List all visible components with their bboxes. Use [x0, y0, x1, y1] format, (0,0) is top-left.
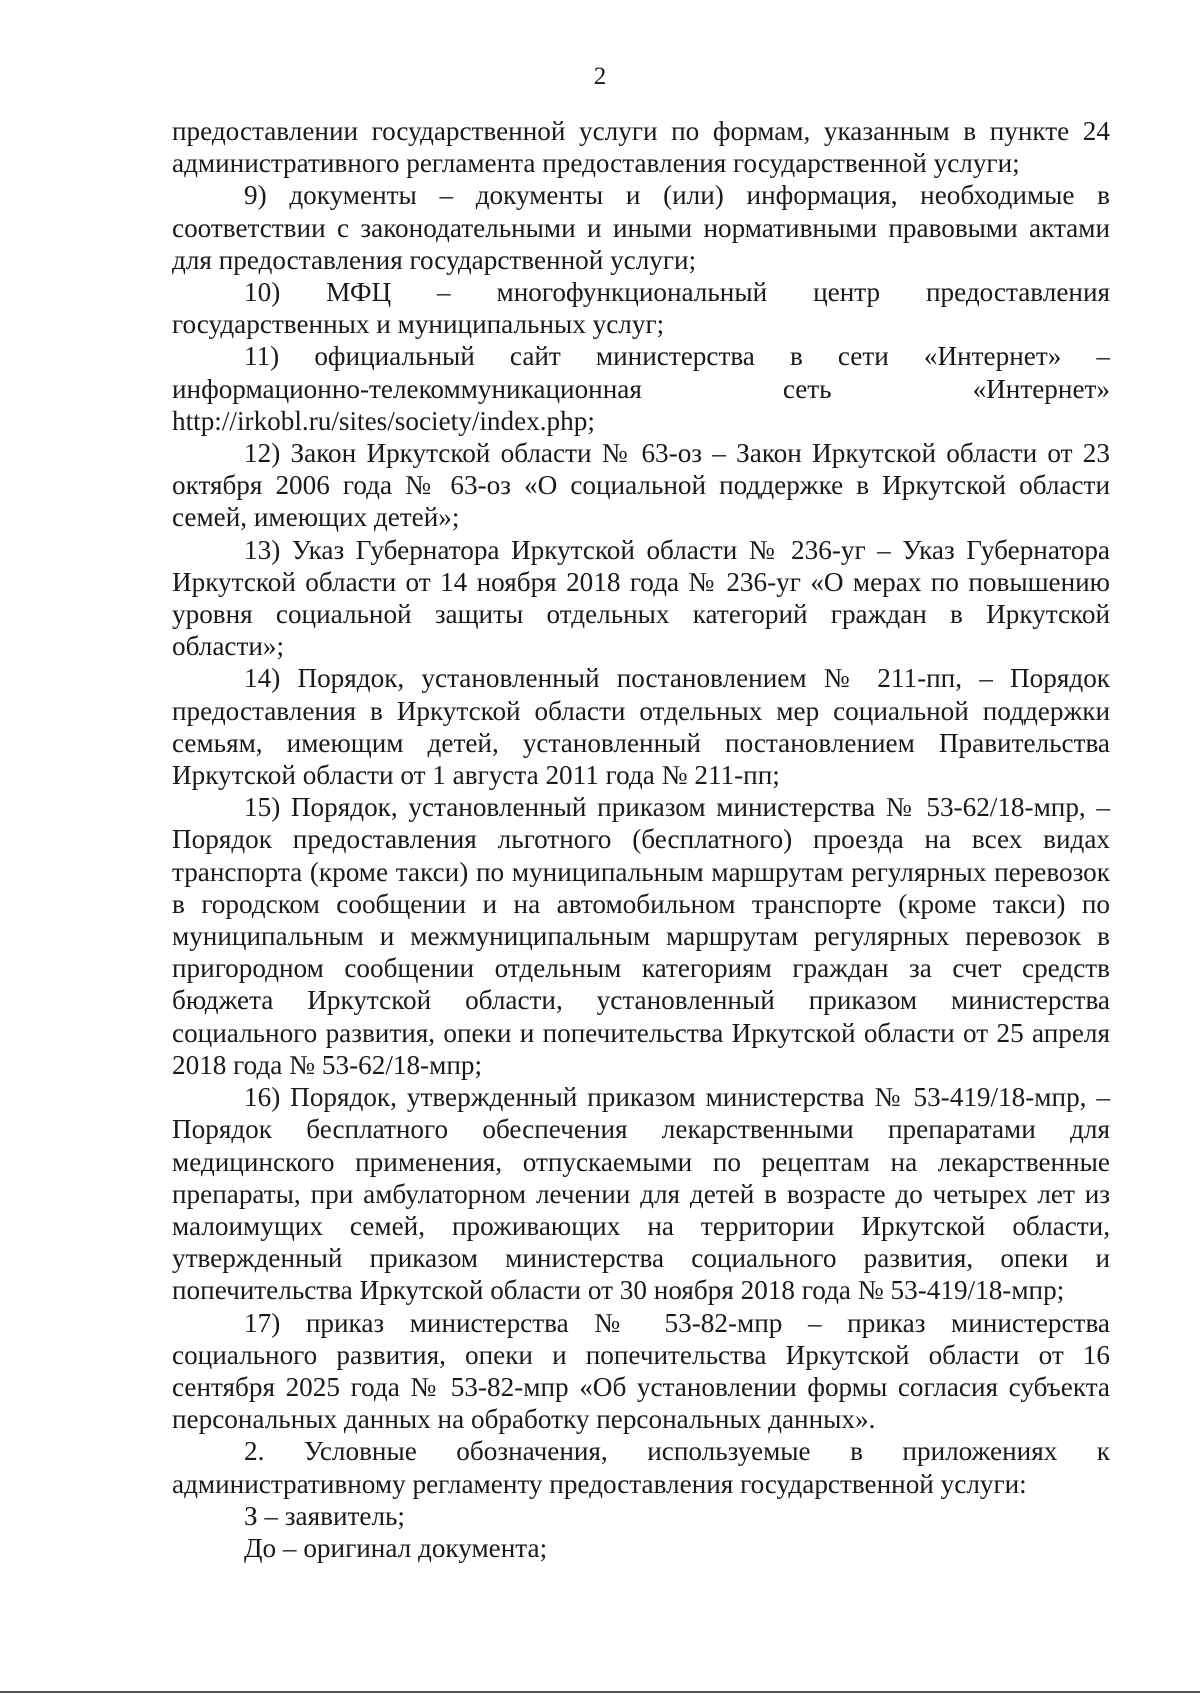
paragraph-item-10: 10) МФЦ – многофункциональный центр предоставления государственных и муниципальных услуг;	[172, 277, 1110, 340]
abbreviation-applicant: З – заявитель;	[244, 1500, 405, 1531]
paragraph-item-16: 16) Порядок, утвержденный приказом министерства № 53-419/18-мпр, – Порядок бесплатного обеспечения лекарственными препаратами для медицинского применения, отпускаемыми по рецептам на лекарственные препараты, при амбулаторном лечении для детей в возрасте до четырех лет из малоимущих семей, проживающих на территории Иркутской области, утвержденный приказом министерства социального развития, опеки и попечительства Иркутской области от 30 ноября 2018 года № 53-419/18-мпр;	[172, 1082, 1110, 1306]
page-bottom-edge	[0, 1691, 1200, 1693]
paragraph-item-13: 13) Указ Губернатора Иркутской области № 236-уг – Указ Губернатора Иркутской области от 14 ноября 2018 года № 236-уг «О мерах по повышению уровня социальной защиты отдельных категорий граждан в Иркутской области»;	[172, 534, 1110, 662]
document-body	[172, 115, 1110, 1564]
paragraph-item-9: 9) документы – документы и (или) информация, необходимые в соответствии с законодательными и иными нормативными правовыми актами для предоставления государственной услуги;	[172, 180, 1110, 275]
paragraph-item-12: 12) Закон Иркутской области № 63-оз – Закон Иркутской области от 23 октября 2006 года № 63-оз «О социальной поддержке в Иркутской области семей, имеющих детей»;	[172, 438, 1110, 533]
paragraph-item-14: 14) Порядок, установленный постановлением № 211-пп, – Порядок предоставления в Иркутской области отдельных мер социальной поддержки семьям, имеющим детей, установленный постановлением Правительства Иркутской области от 1 августа 2011 года № 211-пп;	[172, 663, 1110, 791]
paragraph-continuation: предоставлении государственной услуги по формам, указанным в пункте 24 административного регламента предоставления государственной услуги;	[172, 116, 1110, 179]
paragraph-item-17: 17) приказ министерства № 53-82-мпр – приказ министерства социального развития, опеки и попечительства Иркутской области от 16 сентября 2025 года № 53-82-мпр «Об установлении формы согласия субъекта персональных данных на обработку персональных данных».	[172, 1307, 1110, 1435]
abbreviation-original-document: До – оригинал документа;	[244, 1532, 548, 1563]
page-number: 2	[593, 63, 607, 90]
paragraph-section-2: 2. Условные обозначения, используемые в приложениях к административному регламенту предоставления государственной услуги:	[172, 1436, 1110, 1499]
paragraph-item-15: 15) Порядок, установленный приказом министерства № 53-62/18-мпр, – Порядок предоставления льготного (бесплатного) проезда на всех видах транспорта (кроме такси) по муниципальным маршрутам регулярных перевозок в городском сообщении и на автомобильном транспорте (кроме такси) по муниципальным и межмуниципальным маршрутам регулярных перевозок в пригородном сообщении отдельным категориям граждан за счет средств бюджета Иркутской области, установленный приказом министерства социального развития, опеки и попечительства Иркутской области от 25 апреля 2018 года № 53-62/18-мпр;	[172, 792, 1110, 1080]
paragraph-item-11: 11) официальный сайт министерства в сети «Интернет» – информационно-телекоммуникационная сеть «Интернет» http://irkobl.ru/sites/society/index.php;	[172, 341, 1110, 436]
